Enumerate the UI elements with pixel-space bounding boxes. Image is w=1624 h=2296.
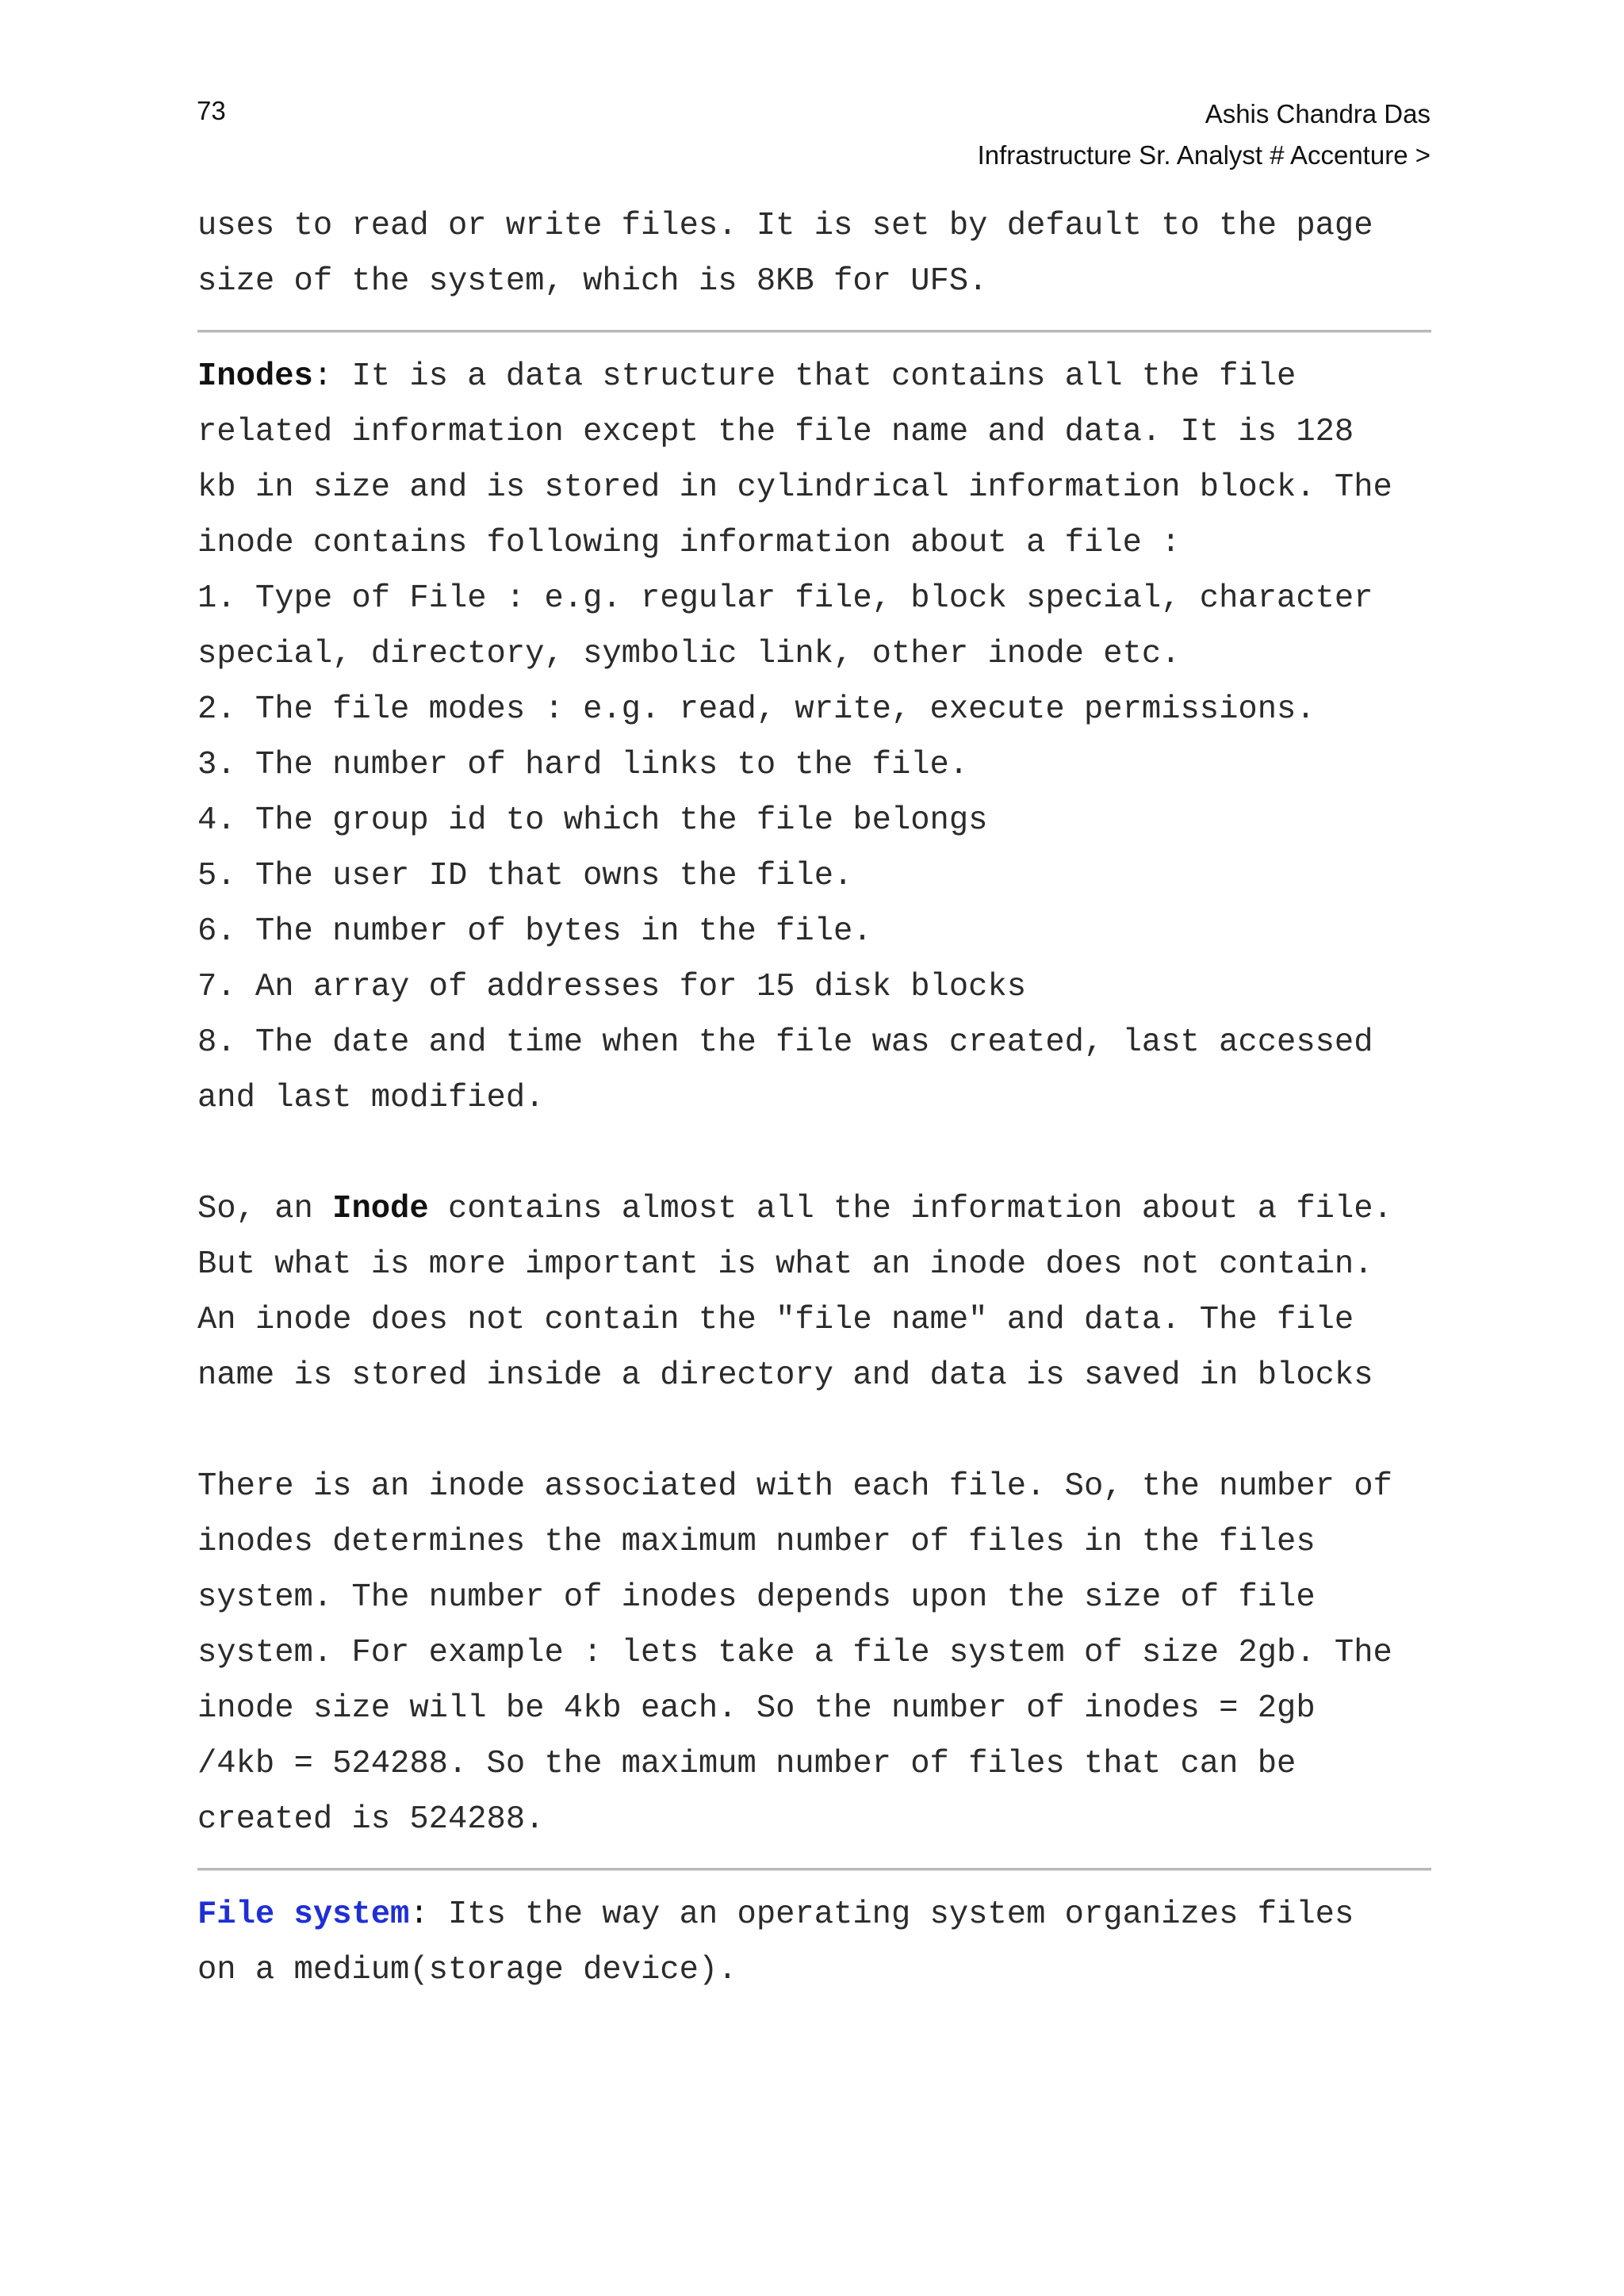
inode-count-paragraph (197, 1459, 1434, 1847)
list-item: 7. An array of addresses for 15 disk blocks (197, 969, 1027, 1005)
text-line: /4kb = 524288. So the maximum number of files that can be (197, 1746, 1297, 1782)
list-item: 3. The number of hard links to the file. (197, 747, 969, 783)
header-author: Ashis Chandra Das (1205, 99, 1431, 128)
summary-prefix: So, an (197, 1191, 333, 1227)
term-inodes: Inodes (197, 358, 313, 395)
list-item: special, directory, symbolic link, other inode etc. (197, 636, 1181, 672)
text-line: There is an inode associated with each file. So, the number of (197, 1468, 1392, 1505)
header-affiliation: Infrastructure Sr. Analyst # Accenture > (977, 140, 1431, 170)
text-line: inodes determines the maximum number of files in the files (197, 1524, 1316, 1560)
running-header (717, 94, 1431, 176)
text-line: size of the system, which is 8KB for UFS. (197, 263, 988, 300)
summary-suffix: contains almost all the information about a file. (428, 1191, 1392, 1227)
spacer (197, 1126, 1434, 1181)
list-item: 2. The file modes : e.g. read, write, execute permissions. (197, 691, 1316, 728)
text-line: uses to read or write files. It is set by default to the page (197, 208, 1373, 244)
text-line (197, 1887, 1434, 1942)
section-divider (197, 1868, 1431, 1871)
inodes-section (197, 349, 1434, 1126)
page-body (197, 198, 1434, 1998)
list-item: 6. The number of bytes in the file. (197, 913, 872, 950)
definition-text: It is a data structure that contains all the file (332, 358, 1297, 395)
text-line: related information except the file name and data. It is 128 (197, 414, 1354, 450)
text-line: But what is more important is what an inode does not contain. (197, 1246, 1373, 1283)
list-item: 5. The user ID that owns the file. (197, 858, 853, 894)
term-colon: : (409, 1896, 429, 1933)
text-line: inode contains following information about a file : (197, 525, 1181, 561)
summary-paragraph (197, 1181, 1434, 1403)
intro-paragraph (197, 198, 1434, 309)
text-line (197, 349, 1434, 404)
page-number: 73 (197, 96, 226, 125)
text-line (197, 1181, 1434, 1237)
definition-text: Its the way an operating system organizes files (428, 1896, 1354, 1933)
text-line: created is 524288. (197, 1801, 545, 1838)
text-line: system. For example : lets take a file system of size 2gb. The (197, 1635, 1392, 1671)
text-line: system. The number of inodes depends upon the size of file (197, 1579, 1316, 1616)
spacer (197, 1403, 1434, 1459)
text-line: kb in size and is stored in cylindrical information block. The (197, 469, 1392, 506)
term-file-system: File system (197, 1896, 410, 1933)
file-system-section (197, 1887, 1434, 1998)
text-line: on a medium(storage device). (197, 1952, 737, 1988)
list-item: 1. Type of File : e.g. regular file, block special, character (197, 580, 1373, 617)
text-line: name is stored inside a directory and data is saved in blocks (197, 1357, 1373, 1394)
text-line: An inode does not contain the "file name" and data. The file (197, 1302, 1354, 1338)
list-item: 8. The date and time when the file was created, last accessed (197, 1024, 1373, 1061)
section-divider (197, 330, 1431, 333)
text-line: inode size will be 4kb each. So the number of inodes = 2gb (197, 1690, 1316, 1727)
term-colon: : (312, 358, 333, 395)
list-item: 4. The group id to which the file belongs (197, 802, 988, 839)
term-inode: Inode (332, 1191, 429, 1227)
list-item: and last modified. (197, 1080, 545, 1116)
